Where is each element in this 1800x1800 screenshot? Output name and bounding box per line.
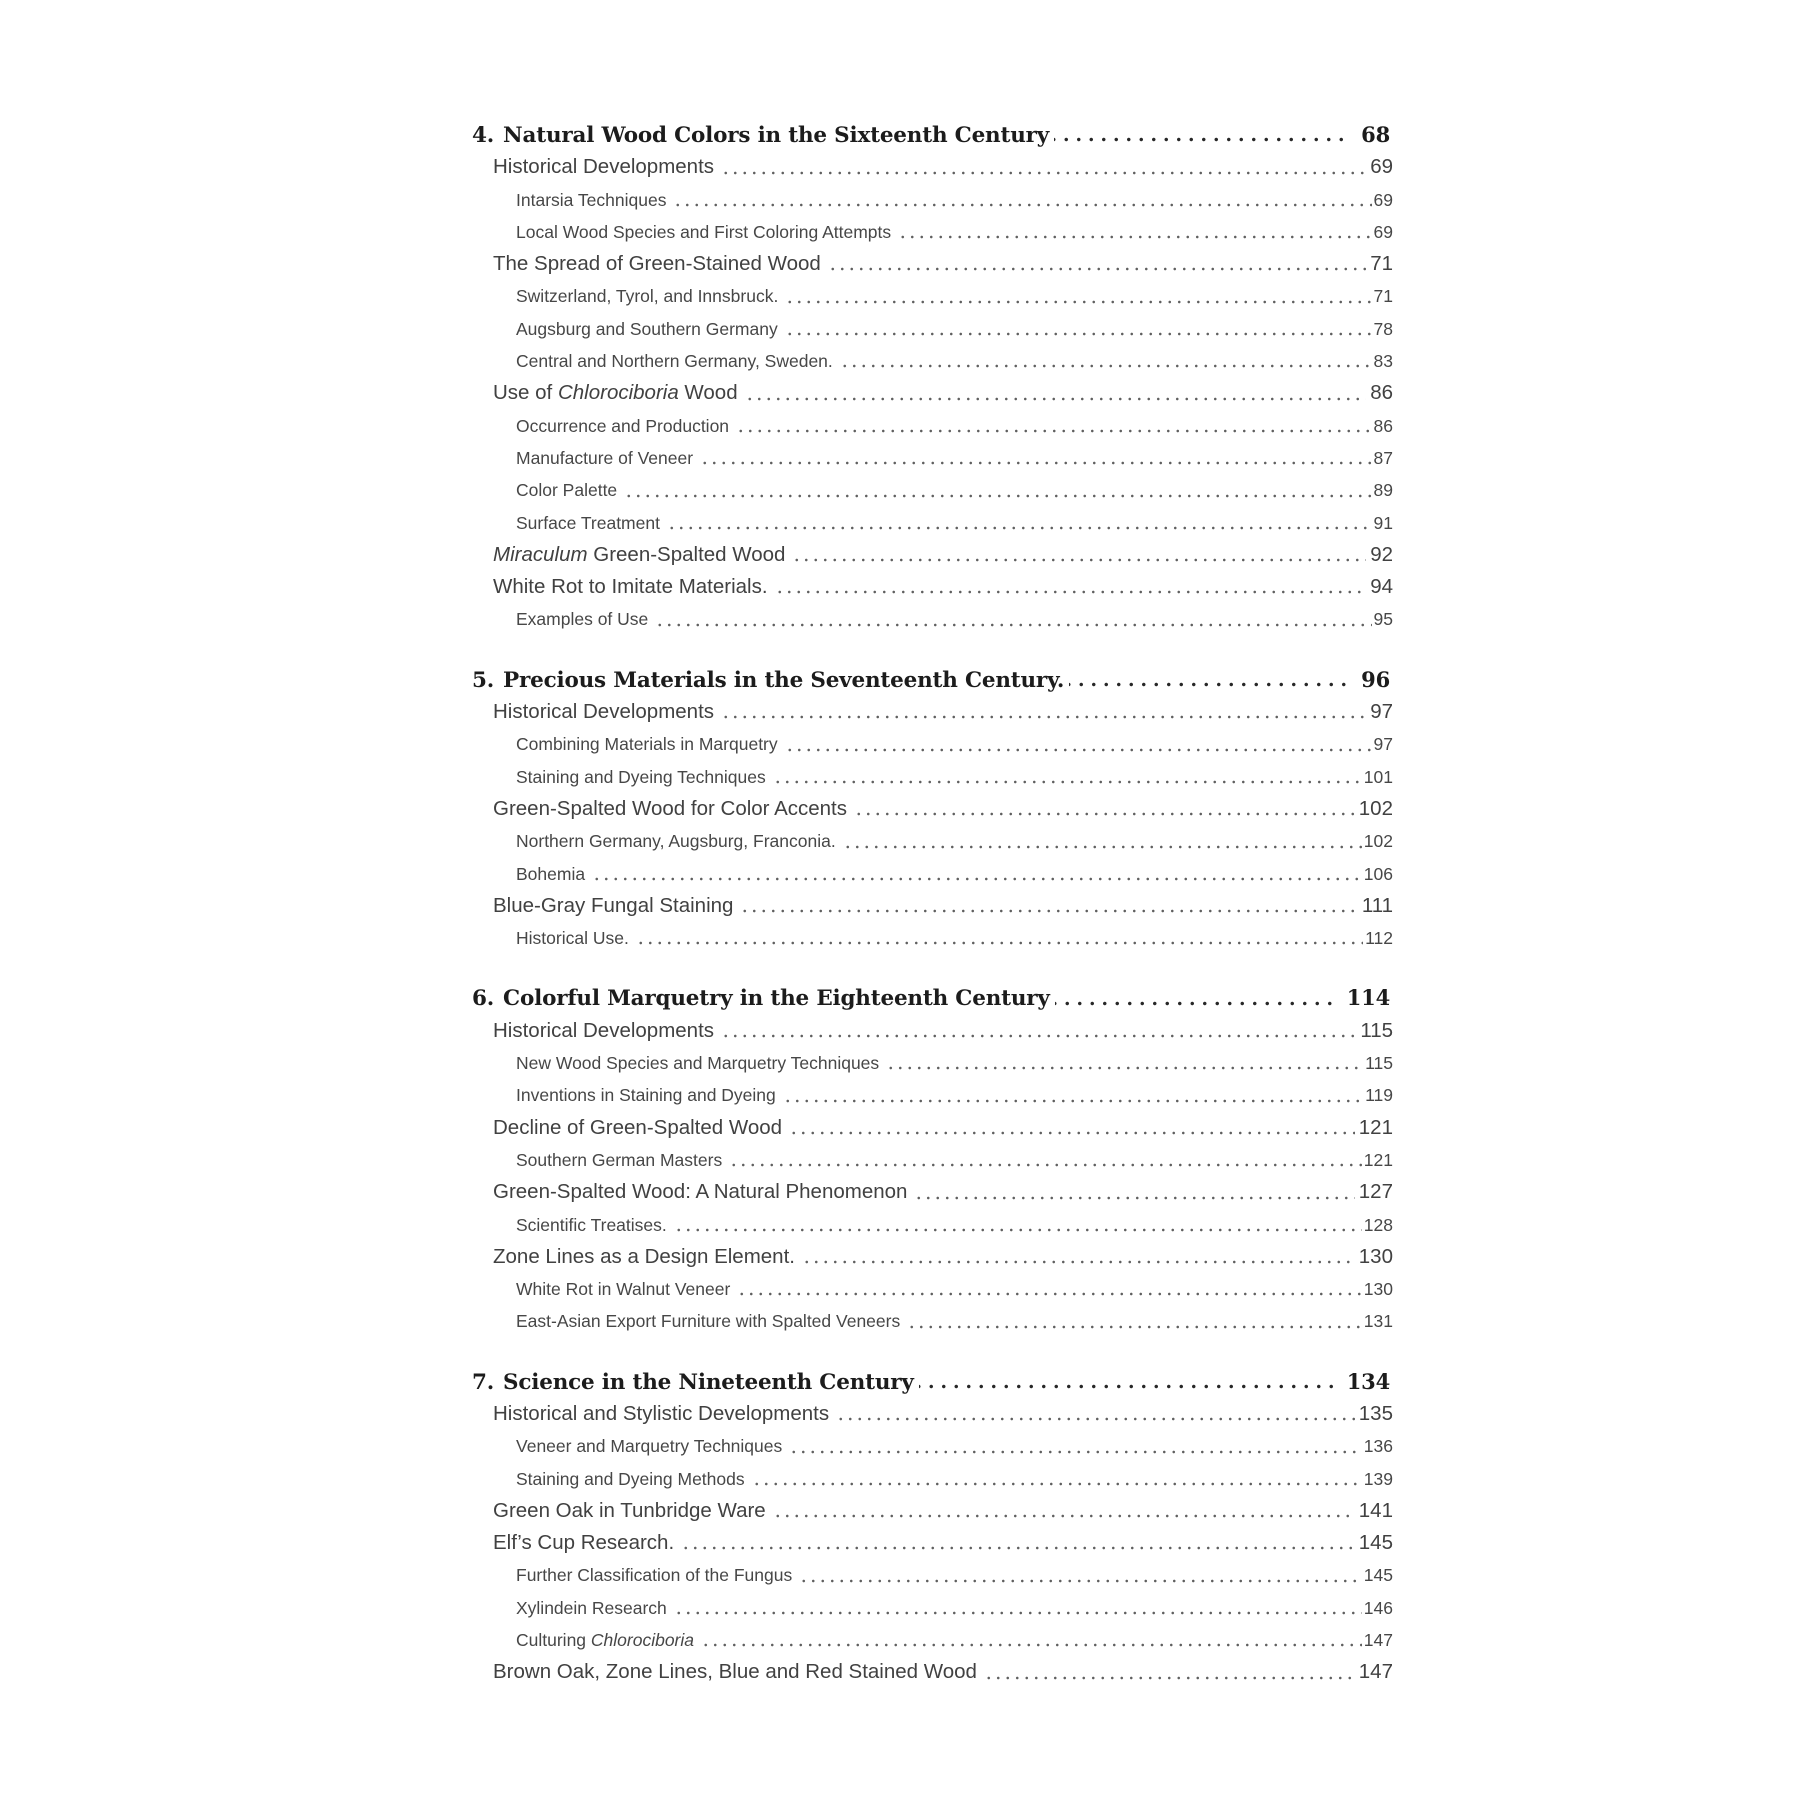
toc-entry <box>472 1592 1393 1624</box>
entry-text: Historical Developments <box>493 1018 715 1042</box>
toc-entry <box>472 216 1393 248</box>
entry-text: Further Classification of the Fungus <box>516 1565 793 1586</box>
entry-page-number: 97 <box>1370 700 1393 724</box>
entry-title <box>493 539 785 571</box>
entry-title <box>516 410 729 442</box>
toc-entry <box>472 1656 1393 1688</box>
entry-title <box>516 216 891 248</box>
dot-leader <box>797 1559 1362 1591</box>
entry-page-number: 92 <box>1370 542 1393 566</box>
entry-title <box>516 1273 730 1305</box>
dot-leader <box>838 345 1372 377</box>
toc-entry <box>472 1495 1393 1527</box>
entry-title <box>493 696 714 728</box>
toc-entry <box>472 1398 1393 1430</box>
entry-text: Zone Lines as a Design Element. <box>493 1244 795 1268</box>
entry-text: Green-Spalted Wood for Color Accents <box>493 796 847 820</box>
entry-page-number: 106 <box>1363 863 1393 884</box>
dot-leader <box>783 728 1372 760</box>
entry-title <box>516 603 648 635</box>
dot-leader <box>912 1176 1354 1208</box>
entry-text: East-Asian Export Furniture with Spalted Veneers <box>516 1311 901 1332</box>
dot-leader <box>672 1592 1362 1624</box>
entry-page-number: 145 <box>1363 1565 1393 1586</box>
toc-entry <box>472 442 1393 474</box>
entry-text: Green-Spalted Wood <box>587 542 786 566</box>
entry-page-number: 115 <box>1360 1018 1393 1042</box>
entry-page-number: 131 <box>1363 1311 1393 1332</box>
entry-page-number: 115 <box>1365 1053 1393 1074</box>
dot-leader <box>783 280 1371 312</box>
dot-leader <box>665 507 1372 539</box>
entry-page-number: 127 <box>1358 1180 1393 1204</box>
toc-section <box>472 119 1393 636</box>
dot-leader <box>634 922 1363 954</box>
entry-page-number: 102 <box>1363 831 1393 852</box>
entry-page-number: 139 <box>1363 1468 1393 1489</box>
entry-page-number: 78 <box>1373 318 1393 339</box>
entry-text: White Rot in Walnut Veneer <box>516 1279 731 1300</box>
toc-entry <box>472 151 1393 183</box>
entry-title <box>516 1559 792 1591</box>
entry-text: Brown Oak, Zone Lines, Blue and Red Stained Wood <box>493 1660 977 1684</box>
toc-entry <box>472 571 1393 603</box>
toc-entry <box>472 696 1393 728</box>
entry-title <box>516 442 693 474</box>
entry-title <box>516 1624 694 1656</box>
entry-text: Occurrence and Production <box>516 415 730 436</box>
toc-entry <box>472 761 1393 793</box>
dot-leader <box>905 1305 1362 1337</box>
entry-page-number: 130 <box>1363 1279 1393 1300</box>
dot-leader <box>679 1527 1355 1559</box>
entry-text: The Spread of Green-Stained Wood <box>493 252 821 276</box>
entry-text-italic: Miraculum <box>493 542 588 566</box>
dot-leader <box>727 1144 1362 1176</box>
toc-entry <box>472 1144 1393 1176</box>
entry-page-number: 83 <box>1373 351 1393 372</box>
toc-entry <box>472 280 1393 312</box>
dot-leader <box>719 696 1366 728</box>
dot-leader <box>653 603 1371 635</box>
entry-text: White Rot to Imitate Materials. <box>493 575 768 599</box>
dot-leader <box>622 474 1371 506</box>
entry-page-number: 121 <box>1358 1115 1393 1139</box>
toc-entry <box>472 1624 1393 1656</box>
entry-title <box>516 184 666 216</box>
toc-entry <box>472 1015 1393 1047</box>
chapter-number: 7. <box>472 1369 495 1395</box>
entry-title <box>516 1079 776 1111</box>
entry-page-number: 111 <box>1361 893 1393 917</box>
dot-leader <box>982 1656 1355 1688</box>
chapter-title <box>503 1367 914 1399</box>
entry-text: Elf’s Cup Research. <box>493 1531 675 1555</box>
entry-text: Use of <box>493 381 558 405</box>
toc-entry <box>472 507 1393 539</box>
chapter-number: 4. <box>472 123 495 148</box>
entry-page-number: 130 <box>1358 1244 1393 1268</box>
toc-section <box>472 982 1393 1337</box>
entry-text: Culturing <box>516 1630 591 1651</box>
entry-text-italic: Chlorociboria <box>557 381 679 405</box>
entry-title <box>493 1176 907 1208</box>
entry-title <box>493 377 738 409</box>
toc-entry <box>472 248 1393 280</box>
entry-text: Historical Developments <box>493 155 715 179</box>
entry-page-number: 101 <box>1363 766 1393 787</box>
entry-text: Local Wood Species and First Coloring Attempts <box>516 221 892 242</box>
entry-text: Wood <box>678 381 738 405</box>
dot-leader <box>719 1015 1356 1047</box>
entry-text-italic: Chlorociboria <box>590 1630 695 1651</box>
toc-chapter-heading <box>472 664 1393 696</box>
toc-entry <box>472 1047 1393 1079</box>
toc-entry <box>472 1273 1393 1305</box>
entry-text: Decline of Green-Spalted Wood <box>493 1115 783 1139</box>
dot-leader <box>743 377 1367 409</box>
entry-text: Blue-Gray Fungal Staining <box>493 893 734 917</box>
entry-text: Inventions in Staining and Dyeing <box>516 1085 776 1106</box>
entry-title <box>516 474 617 506</box>
chapter-number: 6. <box>472 986 495 1012</box>
dot-leader <box>896 216 1371 248</box>
toc-section <box>472 664 1393 955</box>
entry-title <box>516 1209 667 1241</box>
dot-leader <box>738 890 1357 922</box>
entry-title <box>493 1398 829 1430</box>
entry-text: Historical and Stylistic Developments <box>493 1401 830 1425</box>
entry-title <box>516 1305 900 1337</box>
toc-entry <box>472 728 1393 760</box>
entry-title <box>516 1430 782 1462</box>
toc-entry <box>472 474 1393 506</box>
entry-text: Combining Materials in Marquetry <box>516 734 778 755</box>
entry-text: Colorful Marquetry in the Eighteenth Century <box>503 986 1050 1012</box>
dot-leader <box>734 410 1371 442</box>
entry-page-number: 145 <box>1358 1531 1393 1555</box>
entry-title <box>493 890 733 922</box>
dot-leader <box>852 793 1355 825</box>
dot-leader <box>834 1398 1355 1430</box>
entry-title <box>493 793 847 825</box>
entry-page-number: 69 <box>1373 189 1393 210</box>
chapter-page-number: 114 <box>1346 985 1390 1011</box>
entry-title <box>493 1656 977 1688</box>
entry-page-number: 71 <box>1370 252 1393 276</box>
entry-title <box>516 1144 722 1176</box>
entry-title <box>516 1592 667 1624</box>
entry-text: Historical Use. <box>516 928 629 949</box>
entry-text: Central and Northern Germany, Sweden. <box>516 351 833 372</box>
entry-title <box>516 825 836 857</box>
entry-page-number: 69 <box>1370 155 1393 179</box>
entry-page-number: 146 <box>1363 1597 1393 1618</box>
entry-page-number: 87 <box>1373 447 1393 468</box>
entry-page-number: 102 <box>1358 796 1393 820</box>
entry-page-number: 147 <box>1358 1660 1393 1684</box>
entry-text: New Wood Species and Marquetry Techniques <box>516 1053 880 1074</box>
entry-page-number: 121 <box>1363 1149 1393 1170</box>
entry-text: Intarsia Techniques <box>516 189 667 210</box>
entry-title <box>516 1047 879 1079</box>
entry-title <box>516 1463 745 1495</box>
entry-title <box>493 1241 795 1273</box>
dot-leader <box>841 825 1362 857</box>
dot-leader <box>719 151 1366 183</box>
dot-leader <box>735 1273 1361 1305</box>
toc-entry <box>472 825 1393 857</box>
entry-title <box>493 248 821 280</box>
dot-leader <box>698 442 1371 474</box>
toc-entry <box>472 793 1393 825</box>
dot-leader <box>800 1241 1355 1273</box>
chapter-page-number: 96 <box>1361 666 1390 692</box>
entry-page-number: 97 <box>1373 734 1393 755</box>
dot-leader <box>919 1366 1335 1398</box>
toc-entry <box>472 1527 1393 1559</box>
toc-chapter-heading <box>472 1366 1393 1398</box>
toc-entry <box>472 313 1393 345</box>
entry-text: Precious Materials in the Seventeenth Century. <box>503 667 1065 693</box>
entry-title <box>493 151 714 183</box>
dot-leader <box>773 571 1367 603</box>
entry-text: Staining and Dyeing Techniques <box>516 766 766 787</box>
dot-leader <box>671 184 1371 216</box>
entry-page-number: 112 <box>1365 928 1393 949</box>
table-of-contents <box>472 119 1393 1689</box>
toc-entry <box>472 1112 1393 1144</box>
entry-text: Manufacture of Veneer <box>516 447 694 468</box>
entry-page-number: 89 <box>1373 480 1393 501</box>
entry-page-number: 69 <box>1373 221 1393 242</box>
dot-leader <box>771 1495 1355 1527</box>
entry-text: Green Oak in Tunbridge Ware <box>493 1498 766 1522</box>
dot-leader <box>783 313 1372 345</box>
toc-entry <box>472 377 1393 409</box>
entry-text: Natural Wood Colors in the Sixteenth Century <box>503 123 1050 148</box>
entry-text: Science in the Nineteenth Century <box>503 1369 914 1395</box>
entry-page-number: 94 <box>1370 575 1393 599</box>
entry-title <box>516 280 778 312</box>
entry-text: Green-Spalted Wood: A Natural Phenomenon <box>493 1180 908 1204</box>
entry-text: Southern German Masters <box>516 1149 723 1170</box>
entry-text: Examples of Use <box>516 609 649 630</box>
toc-chapter-heading <box>472 119 1393 151</box>
dot-leader <box>699 1624 1362 1656</box>
toc-entry <box>472 184 1393 216</box>
entry-page-number: 91 <box>1373 512 1393 533</box>
chapter-page-number: 134 <box>1346 1368 1390 1394</box>
toc-entry <box>472 345 1393 377</box>
chapter-number: 5. <box>472 667 495 693</box>
chapter-title <box>503 120 1049 152</box>
entry-text: Augsburg and Southern Germany <box>516 318 778 339</box>
entry-text: Staining and Dyeing Methods <box>516 1468 745 1489</box>
entry-title <box>493 1015 714 1047</box>
entry-text: Scientific Treatises. <box>516 1214 667 1235</box>
toc-entry <box>472 1305 1393 1337</box>
entry-title <box>516 345 833 377</box>
entry-title <box>516 858 585 890</box>
toc-entry <box>472 1176 1393 1208</box>
dot-leader <box>787 1430 1362 1462</box>
dot-leader <box>790 539 1366 571</box>
toc-entry <box>472 890 1393 922</box>
entry-text: Surface Treatment <box>516 512 660 533</box>
entry-title <box>516 761 766 793</box>
entry-page-number: 71 <box>1373 286 1393 307</box>
entry-title <box>493 1495 766 1527</box>
entry-page-number: 147 <box>1363 1630 1393 1651</box>
entry-page-number: 141 <box>1358 1498 1393 1522</box>
dot-leader <box>1054 119 1349 151</box>
entry-text: Historical Developments <box>493 700 715 724</box>
dot-leader <box>672 1209 1362 1241</box>
entry-text: Color Palette <box>516 480 618 501</box>
dot-leader <box>590 858 1362 890</box>
chapter-page-number: 68 <box>1361 122 1390 147</box>
entry-page-number: 86 <box>1373 415 1393 436</box>
toc-entry <box>472 922 1393 954</box>
entry-text: Switzerland, Tyrol, and Innsbruck. <box>516 286 779 307</box>
toc-entry <box>472 1463 1393 1495</box>
toc-entry <box>472 539 1393 571</box>
entry-title <box>516 728 778 760</box>
toc-chapter-heading <box>472 982 1393 1014</box>
dot-leader <box>1055 982 1335 1014</box>
toc-section <box>472 1366 1393 1689</box>
entry-page-number: 136 <box>1363 1436 1393 1457</box>
dot-leader <box>787 1112 1355 1144</box>
entry-page-number: 135 <box>1358 1401 1393 1425</box>
dot-leader <box>781 1079 1363 1111</box>
chapter-title <box>503 665 1064 697</box>
entry-title <box>493 1112 782 1144</box>
entry-title <box>516 313 778 345</box>
entry-text: Northern Germany, Augsburg, Franconia. <box>516 831 836 852</box>
toc-entry <box>472 1559 1393 1591</box>
entry-text: Xylindein Research <box>516 1597 667 1618</box>
toc-entry <box>472 603 1393 635</box>
entry-page-number: 95 <box>1373 609 1393 630</box>
dot-leader <box>771 761 1362 793</box>
dot-leader <box>750 1463 1362 1495</box>
entry-page-number: 128 <box>1363 1214 1393 1235</box>
dot-leader <box>884 1047 1363 1079</box>
entry-page-number: 119 <box>1365 1085 1393 1106</box>
toc-entry <box>472 858 1393 890</box>
dot-leader <box>1069 664 1349 696</box>
toc-entry <box>472 1241 1393 1273</box>
toc-entry <box>472 1209 1393 1241</box>
entry-title <box>516 507 660 539</box>
entry-text: Veneer and Marquetry Techniques <box>516 1436 783 1457</box>
dot-leader <box>826 248 1366 280</box>
entry-title <box>516 922 629 954</box>
entry-page-number: 86 <box>1370 381 1393 405</box>
entry-title <box>493 571 768 603</box>
chapter-title <box>503 983 1050 1015</box>
entry-title <box>493 1527 674 1559</box>
entry-text: Bohemia <box>516 863 586 884</box>
toc-entry <box>472 1430 1393 1462</box>
toc-entry <box>472 1079 1393 1111</box>
toc-entry <box>472 410 1393 442</box>
